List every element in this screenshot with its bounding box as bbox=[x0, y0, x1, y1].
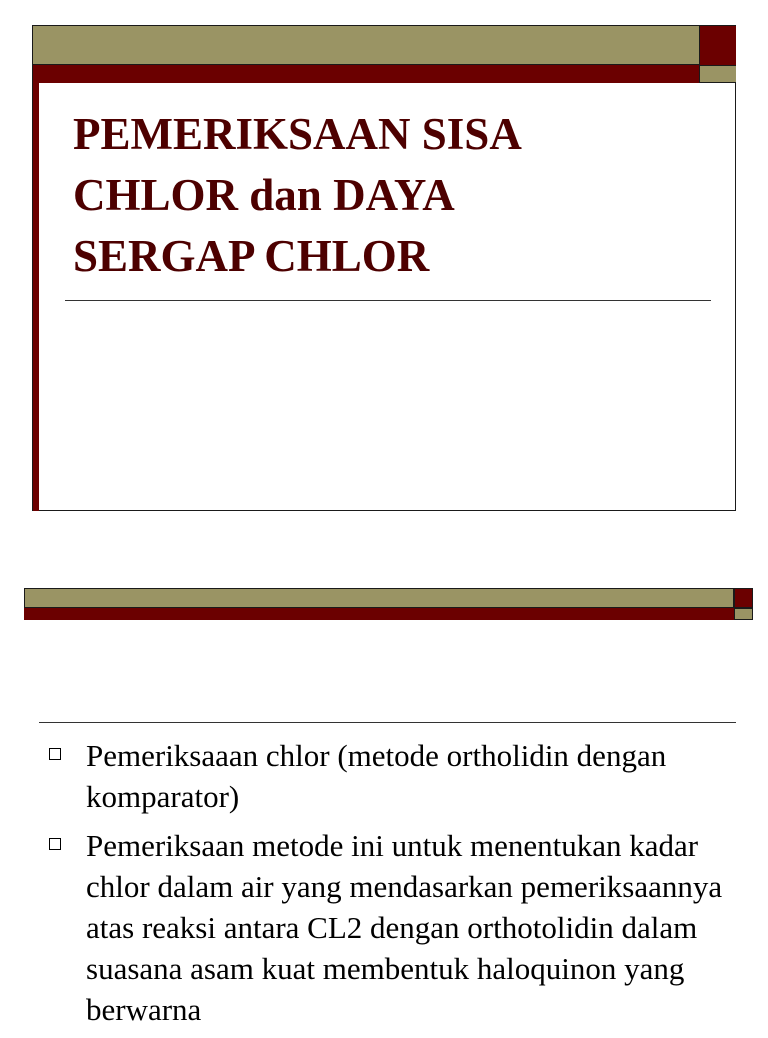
header-corner-maroon-square bbox=[734, 588, 753, 608]
content-slide bbox=[24, 588, 754, 1027]
hollow-square-bullet-icon bbox=[49, 838, 61, 850]
header-maroon-bar bbox=[33, 65, 699, 83]
bullet-text: Pemeriksaaan chlor (metode ortholidin dengan komparator) bbox=[86, 738, 667, 814]
bullet-text: Pemeriksaan metode ini untuk menentukan kadar chlor dalam air yang mendasarkan pemeriksaannya atas reaksi antara CL2 dengan orthotolidin dalam suasana asam kuat membentuk haloquinon yang berwarna bbox=[86, 828, 723, 1027]
header-corner-olive-square bbox=[699, 65, 736, 83]
slide-title: PEMERIKSAAN SISA CHLOR dan DAYA SERGAP CHLOR bbox=[73, 109, 522, 281]
header-maroon-bar bbox=[24, 608, 734, 620]
title-underline bbox=[39, 722, 736, 723]
bullet-item bbox=[44, 735, 734, 817]
hollow-square-bullet-icon bbox=[49, 748, 61, 760]
title-underline bbox=[65, 300, 711, 301]
header-corner-olive-square bbox=[734, 608, 753, 620]
left-maroon-stripe bbox=[33, 83, 39, 511]
bullet-list bbox=[44, 735, 734, 1038]
title-slide bbox=[32, 25, 736, 511]
bullet-item bbox=[44, 825, 734, 1030]
header-olive-bar bbox=[24, 588, 734, 608]
header-corner-maroon-square bbox=[699, 26, 736, 65]
header-olive-bar bbox=[33, 26, 699, 65]
